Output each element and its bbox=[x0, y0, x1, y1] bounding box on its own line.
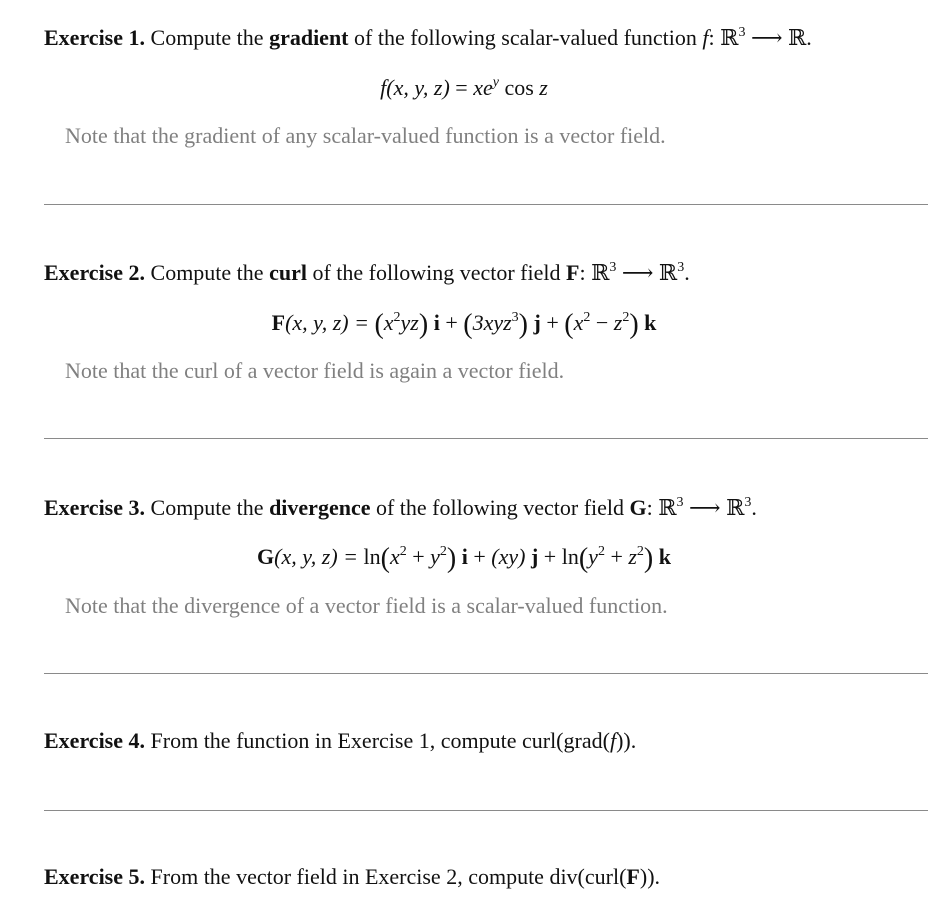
eq3-q3-z: z bbox=[628, 544, 637, 569]
eq2-p3-z-exp: 2 bbox=[622, 310, 630, 325]
eq2-p3-z: z bbox=[613, 310, 623, 335]
exercise-5-symbol: F bbox=[626, 864, 640, 889]
eq3-q3-y: y bbox=[588, 544, 598, 569]
eq2-p1-exp: 2 bbox=[393, 310, 401, 325]
exercise-4 bbox=[44, 727, 928, 755]
exercise-1-note: Note that the gradient of any scalar-valued function is a vector field. bbox=[65, 123, 666, 148]
exercise-4-label: Exercise 4. bbox=[44, 728, 146, 753]
eq1-term-xe: xe bbox=[473, 75, 493, 100]
exercise-3-label: Exercise 3. bbox=[44, 495, 146, 520]
eq3-q1-plus: + bbox=[406, 544, 431, 569]
exercise-1-equation bbox=[44, 73, 884, 103]
exercise-2-text-post: of the following vector field bbox=[312, 260, 561, 285]
exercise-5-label: Exercise 5. bbox=[44, 864, 146, 889]
exercise-3-domain-exponent: 3 bbox=[676, 495, 684, 510]
eq3-unit-j: j bbox=[530, 544, 539, 569]
divider-3 bbox=[44, 673, 928, 674]
eq3-paren-close-3: ) bbox=[643, 543, 654, 574]
exercise-2-domain-exponent: 3 bbox=[609, 260, 617, 275]
exercise-4-text-b: )). bbox=[616, 728, 637, 753]
eq1-term-exp: y bbox=[492, 75, 499, 90]
exercise-1-text-pre: Compute the bbox=[150, 25, 264, 50]
exercise-4-symbol: f bbox=[609, 728, 617, 753]
exercise-3-period: . bbox=[751, 495, 757, 520]
eq3-lhs: G bbox=[257, 544, 275, 569]
eq3-q1-y-exp: 2 bbox=[439, 544, 447, 559]
eq3-unit-i: i bbox=[461, 544, 468, 569]
eq2-paren-open-1: ( bbox=[374, 309, 384, 340]
exercise-5-text-b: )). bbox=[639, 864, 661, 889]
exercise-1-domain: : ℝ bbox=[708, 25, 739, 50]
exercise-3-symbol: G bbox=[629, 495, 647, 520]
eq2-minus: − bbox=[590, 310, 614, 335]
exercise-2-keyword: curl bbox=[269, 260, 307, 285]
exercise-1-keyword: gradient bbox=[269, 25, 349, 50]
eq3-paren-open-1: ( bbox=[380, 543, 390, 574]
exercise-3-equation bbox=[44, 542, 884, 572]
exercise-1-text-post: of the following scalar-valued function bbox=[354, 25, 697, 50]
eq2-p2: 3xyz bbox=[472, 310, 512, 335]
exercise-2-symbol: F bbox=[566, 260, 580, 285]
eq2-p2-exp: 3 bbox=[511, 310, 519, 325]
eq3-ln-1: ln bbox=[363, 544, 381, 569]
exercise-5-statement bbox=[44, 863, 928, 891]
exercise-1-statement bbox=[44, 24, 928, 52]
exercise-1-label: Exercise 1. bbox=[44, 25, 146, 50]
exercise-3-statement bbox=[44, 494, 928, 522]
exercise-4-text-a: From the function in Exercise 1, compute curl(grad( bbox=[150, 728, 610, 753]
exercise-4-statement bbox=[44, 727, 928, 755]
exercise-2-note: Note that the curl of a vector field is again a vector field. bbox=[65, 358, 565, 383]
exercise-3-text-pre: Compute the bbox=[150, 495, 264, 520]
eq3-paren-open-3: ( bbox=[578, 543, 589, 574]
exercise-3-text-post: of the following vector field bbox=[375, 495, 625, 520]
exercise-2-statement bbox=[44, 259, 928, 287]
eq2-unit-j: j bbox=[533, 310, 541, 335]
eq3-q1-y: y bbox=[430, 544, 440, 569]
exercise-2-equation bbox=[44, 308, 884, 338]
divider-4 bbox=[44, 810, 928, 811]
exercise-3-note: Note that the divergence of a vector field is a scalar-valued function. bbox=[65, 593, 668, 618]
divider-1 bbox=[44, 204, 928, 205]
eq3-q3-y-exp: 2 bbox=[597, 544, 605, 559]
eq1-lhs: f bbox=[380, 75, 387, 100]
eq2-paren-open-2: ( bbox=[463, 309, 473, 340]
eq3-plus-2: + bbox=[538, 544, 562, 569]
eq3-plus-1: + bbox=[467, 544, 492, 569]
exercise-1-domain-exponent: 3 bbox=[738, 25, 746, 40]
eq2-unit-i: i bbox=[433, 310, 440, 335]
eq2-p3-x-exp: 2 bbox=[583, 310, 591, 325]
exercise-1-codomain: ⟶ ℝ. bbox=[745, 25, 812, 50]
exercise-2-codomain: ⟶ ℝ bbox=[616, 260, 678, 285]
divider-2 bbox=[44, 438, 928, 439]
exercise-3-domain: : ℝ bbox=[646, 495, 677, 520]
eq3-unit-k: k bbox=[658, 544, 671, 569]
exercise-3-codomain-exponent: 3 bbox=[744, 495, 752, 510]
eq2-paren-close-2: ) bbox=[518, 309, 528, 340]
exercise-5 bbox=[44, 863, 928, 891]
eq3-q3-plus: + bbox=[604, 544, 629, 569]
eq3-q1-x-exp: 2 bbox=[399, 544, 407, 559]
exercise-3 bbox=[44, 494, 928, 618]
exercise-1 bbox=[44, 24, 928, 148]
exercise-2-text-pre: Compute the bbox=[150, 260, 264, 285]
eq3-q2: (xy) bbox=[491, 544, 526, 569]
eq3-paren-close-1: ) bbox=[446, 543, 457, 574]
exercise-2-codomain-exponent: 3 bbox=[677, 260, 685, 275]
eq1-equals: = bbox=[449, 75, 474, 100]
eq2-paren-close-3: ) bbox=[629, 309, 639, 340]
eq2-p3-x: x bbox=[573, 310, 584, 335]
eq2-plus-2: + bbox=[540, 310, 565, 335]
eq2-p1-yz: yz bbox=[400, 310, 419, 335]
exercise-2-domain: : ℝ bbox=[579, 260, 610, 285]
eq2-paren-open-3: ( bbox=[564, 309, 574, 340]
exercise-2-label: Exercise 2. bbox=[44, 260, 146, 285]
exercise-1-symbol: f bbox=[702, 25, 709, 50]
exercise-2 bbox=[44, 259, 928, 383]
eq2-unit-k: k bbox=[644, 310, 657, 335]
eq1-args: (x, y, z) bbox=[386, 75, 450, 100]
exercise-3-codomain: ⟶ ℝ bbox=[683, 495, 745, 520]
eq3-args: (x, y, z) = bbox=[274, 544, 364, 569]
eq2-lhs: F bbox=[271, 310, 286, 335]
eq1-cos: cos bbox=[498, 75, 540, 100]
exercise-2-period: . bbox=[684, 260, 690, 285]
eq2-p1-x: x bbox=[383, 310, 394, 335]
eq2-paren-close-1: ) bbox=[418, 309, 429, 340]
eq3-q1-x: x bbox=[389, 544, 400, 569]
eq1-z: z bbox=[539, 75, 548, 100]
eq2-args: (x, y, z) = bbox=[285, 310, 375, 335]
exercise-3-keyword: divergence bbox=[269, 495, 371, 520]
eq3-ln-2: ln bbox=[561, 544, 579, 569]
exercise-5-text-a: From the vector field in Exercise 2, compute div(curl( bbox=[150, 864, 627, 889]
eq3-q3-z-exp: 2 bbox=[636, 544, 644, 559]
eq2-plus-1: + bbox=[439, 310, 464, 335]
